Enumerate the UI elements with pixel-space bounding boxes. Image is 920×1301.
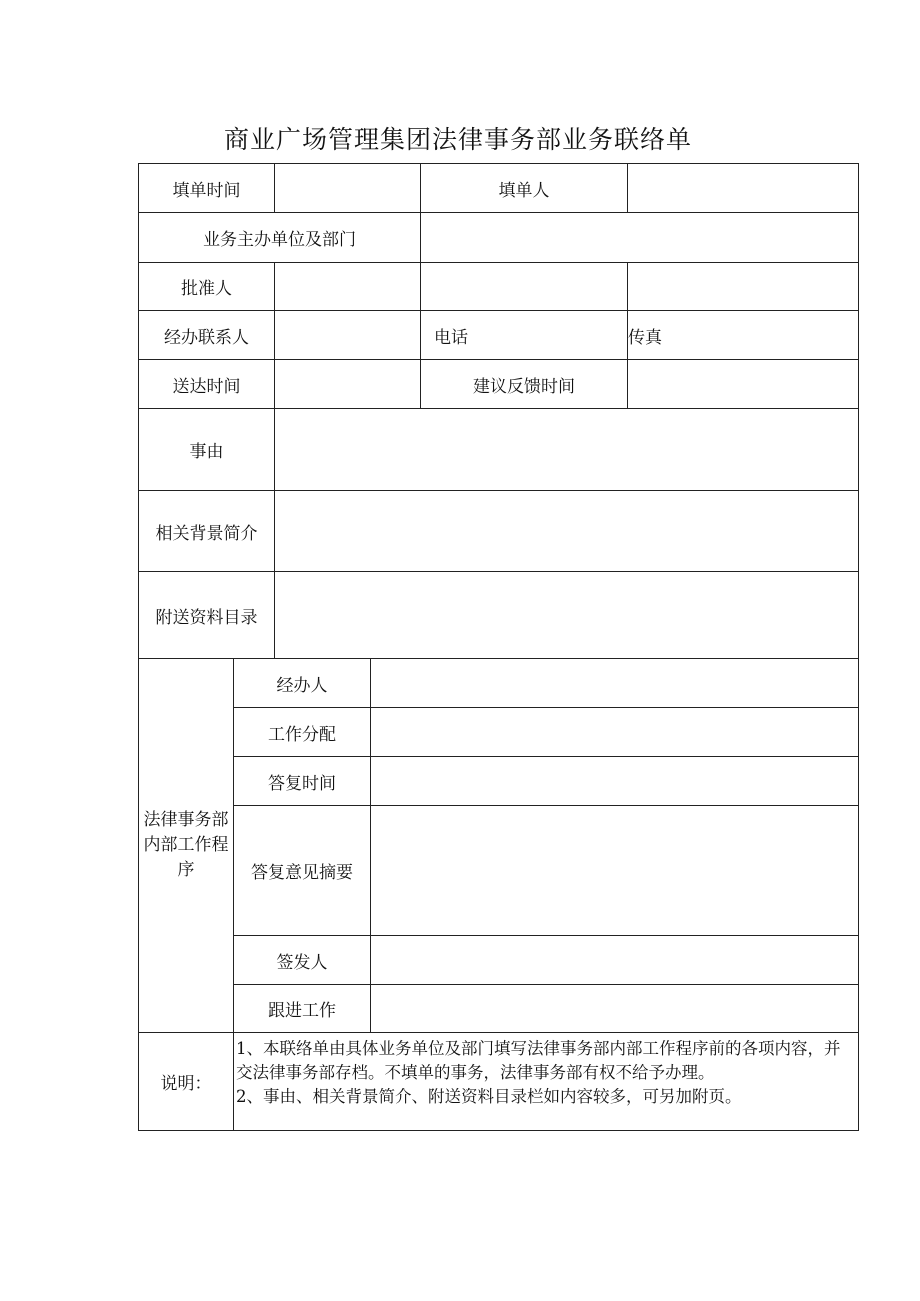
followup-label: 跟进工作	[234, 985, 371, 1033]
filler-label: 填单人	[421, 164, 628, 213]
note-line-1: 1、本联络单由具体业务单位及部门填写法律事务部内部工作程序前的各项内容，并交法律事务部存档。不填单的事务，法律事务部有权不给予办理。	[236, 1039, 841, 1082]
fax-label[interactable]: 传真	[628, 311, 859, 360]
approver-label: 批准人	[139, 263, 275, 311]
approver-field-3[interactable]	[628, 263, 859, 311]
page-title: 商业广场管理集团法律事务部业务联络单	[223, 125, 692, 154]
assignment-label: 工作分配	[234, 708, 371, 757]
reply-summary-field[interactable]	[371, 806, 859, 936]
reason-field[interactable]	[275, 409, 859, 491]
background-label: 相关背景简介	[139, 491, 275, 572]
dept-label: 业务主办单位及部门	[139, 213, 421, 263]
dept-field[interactable]	[421, 213, 859, 263]
internal-section-label: 法律事务部内部工作程序	[139, 659, 234, 1033]
approver-field-2[interactable]	[421, 263, 628, 311]
note-line-2: 2、事由、相关背景简介、附送资料目录栏如内容较多，可另加附页。	[236, 1087, 742, 1106]
feedback-time-label: 建议反馈时间	[421, 360, 628, 409]
signer-label: 签发人	[234, 936, 371, 985]
approver-field-1[interactable]	[275, 263, 421, 311]
liaison-form-table	[138, 163, 859, 1131]
attachments-field[interactable]	[275, 572, 859, 659]
note-label: 说明：	[139, 1033, 234, 1131]
attachments-label: 附送资料目录	[139, 572, 275, 659]
note-text	[234, 1033, 859, 1131]
followup-field[interactable]	[371, 985, 859, 1033]
fill-time-field[interactable]	[275, 164, 421, 213]
handler-label: 经办人	[234, 659, 371, 708]
reply-time-field[interactable]	[371, 757, 859, 806]
reason-label: 事由	[139, 409, 275, 491]
send-time-field[interactable]	[275, 360, 421, 409]
fill-time-label: 填单时间	[139, 164, 275, 213]
signer-field[interactable]	[371, 936, 859, 985]
feedback-time-field[interactable]	[628, 360, 859, 409]
send-time-label: 送达时间	[139, 360, 275, 409]
phone-label[interactable]: 电话	[421, 311, 628, 360]
contact-field[interactable]	[275, 311, 421, 360]
filler-field[interactable]	[628, 164, 859, 213]
assignment-field[interactable]	[371, 708, 859, 757]
contact-label: 经办联系人	[139, 311, 275, 360]
handler-field[interactable]	[371, 659, 859, 708]
background-field[interactable]	[275, 491, 859, 572]
reply-summary-label: 答复意见摘要	[234, 806, 371, 936]
reply-time-label: 答复时间	[234, 757, 371, 806]
